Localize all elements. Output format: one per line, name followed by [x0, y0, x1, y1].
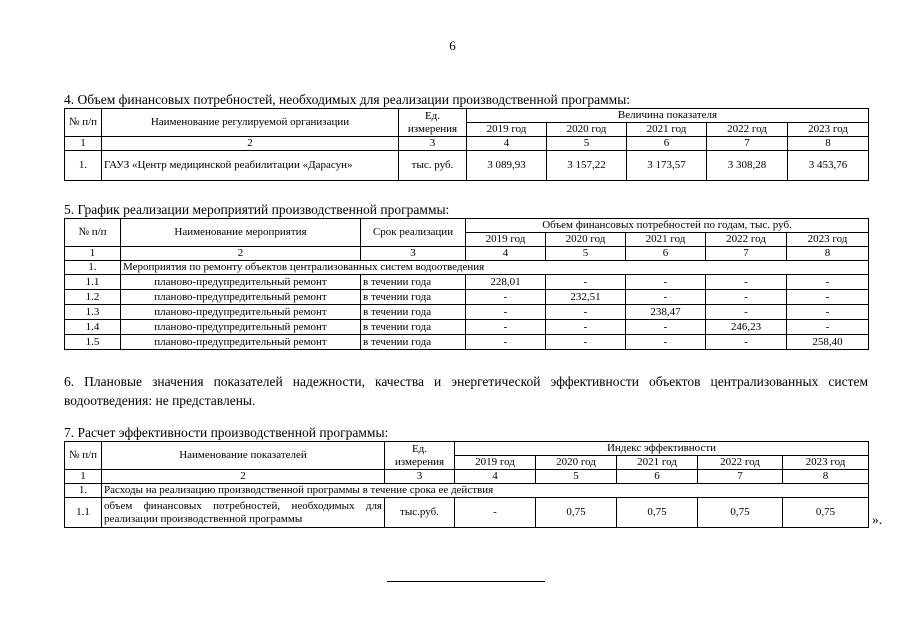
- value-cell: 3 089,93: [467, 151, 547, 181]
- header-year: 2019 год: [455, 456, 536, 470]
- column-number: 7: [698, 470, 783, 484]
- row-num: 1.: [65, 484, 102, 498]
- row-num: 1.: [65, 261, 121, 275]
- header-unit: Ед. измерения: [385, 442, 455, 470]
- activity-name: планово-предупредительный ремонт: [121, 305, 361, 320]
- section-title: Расходы на реализацию производственной программы в течение срока ее действия: [102, 484, 869, 498]
- value-cell: -: [466, 290, 546, 305]
- column-number: 3: [385, 470, 455, 484]
- header-year: 2022 год: [706, 233, 787, 247]
- table-row: [65, 290, 869, 305]
- unit: тыс.руб.: [385, 498, 455, 528]
- header-year: 2020 год: [536, 456, 617, 470]
- column-number: 1: [65, 137, 102, 151]
- value-cell: -: [626, 320, 706, 335]
- header-term: Срок реализации: [361, 219, 466, 247]
- section-5-heading: 5. График реализации мероприятий производственной программы:: [64, 202, 450, 217]
- value-cell: -: [626, 335, 706, 350]
- column-number: 8: [787, 247, 869, 261]
- value-cell: 3 308,28: [707, 151, 788, 181]
- header-value-group: Объем финансовых потребностей по годам, тыс. руб.: [466, 219, 869, 233]
- value-cell: 238,47: [626, 305, 706, 320]
- value-cell: -: [787, 275, 869, 290]
- value-cell: -: [626, 290, 706, 305]
- section-row: [65, 484, 869, 498]
- column-number: 3: [399, 137, 467, 151]
- column-number: 5: [547, 137, 627, 151]
- value-cell: 3 453,76: [788, 151, 869, 181]
- value-cell: 3 157,22: [547, 151, 627, 181]
- financial-needs-table: [64, 108, 869, 181]
- column-number: 6: [627, 137, 707, 151]
- value-cell: -: [706, 305, 787, 320]
- header-value-group: Индекс эффективности: [455, 442, 869, 456]
- indicator-name: объем финансовых потребностей, необходимых для реализации производственной программы: [102, 498, 385, 528]
- row-num: 1.1: [65, 275, 121, 290]
- section-7-heading: 7. Расчет эффективности производственной программы:: [64, 425, 389, 440]
- column-number: 7: [707, 137, 788, 151]
- closing-quote: ».: [872, 512, 883, 527]
- value-cell: -: [546, 275, 626, 290]
- schedule-table: [64, 218, 869, 350]
- value-cell: -: [787, 305, 869, 320]
- activity-name: планово-предупредительный ремонт: [121, 335, 361, 350]
- page-number: 6: [449, 38, 456, 53]
- value-cell: 232,51: [546, 290, 626, 305]
- value-cell: -: [455, 498, 536, 528]
- column-number: 3: [361, 247, 466, 261]
- column-number: 5: [546, 247, 626, 261]
- row-num: 1.: [65, 151, 102, 181]
- header-indicator-name: Наименование показателей: [102, 442, 385, 470]
- header-year: 2022 год: [707, 123, 788, 137]
- value-cell: -: [546, 305, 626, 320]
- header-year: 2023 год: [788, 123, 869, 137]
- value-cell: -: [466, 335, 546, 350]
- value-cell: 258,40: [787, 335, 869, 350]
- term: в течении года: [361, 290, 466, 305]
- column-number: 7: [706, 247, 787, 261]
- value-cell: 0,75: [698, 498, 783, 528]
- activity-name: планово-предупредительный ремонт: [121, 275, 361, 290]
- header-num: № п/п: [65, 109, 102, 137]
- activity-name: планово-предупредительный ремонт: [121, 290, 361, 305]
- value-cell: -: [546, 320, 626, 335]
- section-title: Мероприятия по ремонту объектов централизованных систем водоотведения: [121, 261, 869, 275]
- header-year: 2020 год: [546, 233, 626, 247]
- header-year: 2023 год: [783, 456, 869, 470]
- value-cell: -: [787, 320, 869, 335]
- column-number: 1: [65, 470, 102, 484]
- value-cell: -: [706, 290, 787, 305]
- value-cell: 0,75: [536, 498, 617, 528]
- section-6-text: 6. Плановые значения показателей надежности, качества и энергетической эффективности объектов централизованных систем водоотведения: не представлены.: [64, 374, 868, 408]
- column-number: 2: [102, 137, 399, 151]
- header-year: 2021 год: [626, 233, 706, 247]
- row-num: 1.1: [65, 498, 102, 528]
- header-year: 2021 год: [617, 456, 698, 470]
- table-row: [65, 335, 869, 350]
- row-num: 1.4: [65, 320, 121, 335]
- section-row: [65, 261, 869, 275]
- header-year: 2019 год: [467, 123, 547, 137]
- row-num: 1.2: [65, 290, 121, 305]
- value-cell: -: [787, 290, 869, 305]
- header-value-group: Величина показателя: [467, 109, 869, 123]
- value-cell: -: [466, 305, 546, 320]
- efficiency-table-body: [64, 441, 869, 528]
- column-number: 2: [102, 470, 385, 484]
- header-year: 2021 год: [627, 123, 707, 137]
- value-cell: 0,75: [617, 498, 698, 528]
- header-year: 2019 год: [466, 233, 546, 247]
- column-number: 4: [455, 470, 536, 484]
- table-row: [65, 498, 869, 528]
- footer-rule: [387, 581, 545, 582]
- value-cell: -: [626, 275, 706, 290]
- column-number: 4: [466, 247, 546, 261]
- value-cell: 0,75: [783, 498, 869, 528]
- header-num: № п/п: [65, 219, 121, 247]
- value-cell: -: [706, 275, 787, 290]
- column-number: 2: [121, 247, 361, 261]
- column-number: 8: [783, 470, 869, 484]
- table-row: [65, 275, 869, 290]
- row-num: 1.3: [65, 305, 121, 320]
- header-org-name: Наименование регулируемой организации: [102, 109, 399, 137]
- header-year: 2022 год: [698, 456, 783, 470]
- value-cell: 246,23: [706, 320, 787, 335]
- term: в течении года: [361, 335, 466, 350]
- table-row: [65, 320, 869, 335]
- org-name: ГАУЗ «Центр медицинской реабилитации «Дарасун»: [102, 151, 399, 181]
- value-cell: -: [706, 335, 787, 350]
- column-number: 6: [626, 247, 706, 261]
- unit: тыс. руб.: [399, 151, 467, 181]
- header-num: № п/п: [65, 442, 102, 470]
- table-row: [65, 305, 869, 320]
- header-activity-name: Наименование мероприятия: [121, 219, 361, 247]
- column-number: 6: [617, 470, 698, 484]
- header-year: 2023 год: [787, 233, 869, 247]
- column-number: 8: [788, 137, 869, 151]
- activity-name: планово-предупредительный ремонт: [121, 320, 361, 335]
- header-year: 2020 год: [547, 123, 627, 137]
- row-num: 1.5: [65, 335, 121, 350]
- section-4-heading: 4. Объем финансовых потребностей, необходимых для реализации производственной программы:: [64, 92, 631, 107]
- term: в течении года: [361, 305, 466, 320]
- term: в течении года: [361, 320, 466, 335]
- table-row: [65, 151, 869, 181]
- column-number: 5: [536, 470, 617, 484]
- value-cell: 3 173,57: [627, 151, 707, 181]
- value-cell: -: [466, 320, 546, 335]
- column-number: 1: [65, 247, 121, 261]
- term: в течении года: [361, 275, 466, 290]
- header-unit: Ед. измерения: [399, 109, 467, 137]
- column-number: 4: [467, 137, 547, 151]
- value-cell: 228,01: [466, 275, 546, 290]
- value-cell: -: [546, 335, 626, 350]
